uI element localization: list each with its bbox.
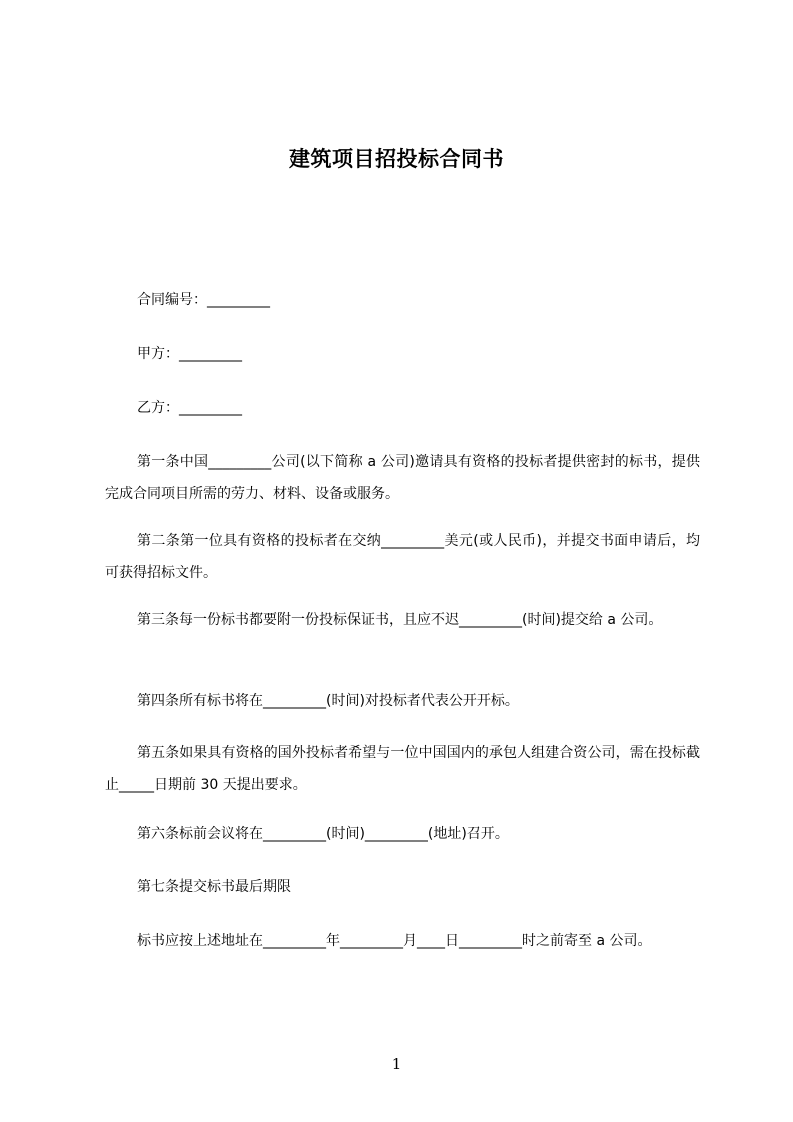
article-5: 第五条如果具有资格的国外投标者希望与一位中国国内的承包人组建合资公司，需在投标截止_____日期前 30 天提出要求。 bbox=[105, 745, 700, 793]
article-2: 第二条第一位具有资格的投标者在交纳_________美元(或人民币)，并提交书面申请后，均可获得招标文件。 bbox=[105, 533, 700, 581]
article-7-heading: 第七条提交标书最后期限 bbox=[137, 879, 291, 895]
party-b-field: 乙方：_________ bbox=[137, 400, 242, 416]
party-a-field: 甲方：_________ bbox=[137, 346, 242, 362]
article-4: 第四条所有标书将在_________(时间)对投标者代表公开开标。 bbox=[137, 693, 519, 709]
article-1: 第一条中国_________公司(以下简称 a 公司)邀请具有资格的投标者提供密封的标书，提供完成合同项目所需的劳力、材料、设备或服务。 bbox=[105, 454, 700, 502]
article-3: 第三条每一份标书都要附一份投标保证书，且应不迟_________(时间)提交给 a 公司。 bbox=[137, 612, 663, 628]
contract-number-field: 合同编号：_________ bbox=[137, 292, 270, 308]
article-7-body: 标书应按上述地址在_________年_________月____日_________时之前寄至 a 公司。 bbox=[137, 933, 652, 949]
document-title: 建筑项目招投标合同书 bbox=[289, 147, 504, 171]
article-6: 第六条标前会议将在_________(时间)_________(地址)召开。 bbox=[137, 826, 509, 842]
page-number: 1 bbox=[391, 1055, 402, 1073]
